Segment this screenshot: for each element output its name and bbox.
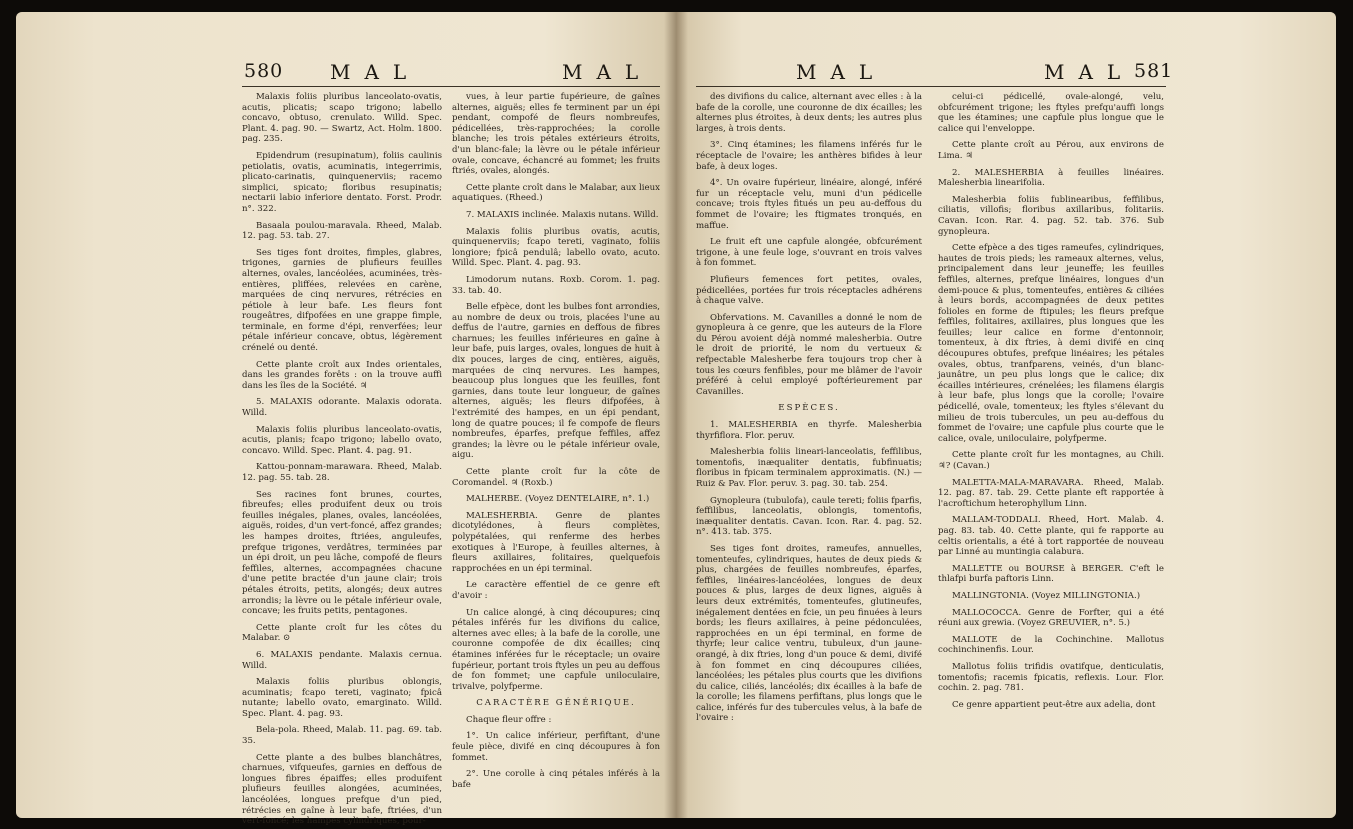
paragraph: Ses racines font brunes, courtes, fibreufes; elles produifent deux ou trois feuilles inégales, planes, ovales, lancéolées, aiguës, roides, d'un vert-foncé, affez grandes; les hampes droites, ftriées, anguleufes, prefque trigones, verdâtres, terminées par un épi droit, un peu lâche, compofé de fleurs feffiles, alternes, accompagnées chacune d'une petite bractée d'un jaune clair; trois pétales étroits, petits, alongés; deux autres arrondis; la lèvre ou le pétale inférieur ovale, concave; les fruits petits, pentagones. <box>242 489 442 617</box>
paragraph: Ses tiges font droites, fimples, glabres, trigones, garnies de plufieurs feuilles alternes, ovales, lancéolées, acuminées, très-entières, pliffées, relevées en carène, marquées de cinq nervures, rétrécies en pétiole à leur bafe. Les fleurs font rougeâtres, difpofées en une grappe fimple, terminale, en forme d'épi, renverfées; leur pétale inférieur concave, obtus, légèrement crénelé ou denté. <box>242 247 442 354</box>
paragraph: Epidendrum (resupinatum), foliis caulinis petiolatis, ovatis, acuminatis, integerrimis, plicato-carinatis, quinquenerviis; racemo simplici, spicato; floribus resupinatis; nectarii labio inferiore dentato. Forst. Prodr. n°. 322. <box>242 150 442 214</box>
paragraph: Malaxis foliis pluribus lanceolato-ovatis, acutis, plicatis; scapo trigono; labello concavo, obtuso, crenulato. Willd. Spec. Plant. 4. pag. 90. — Swartz, Act. Holm. 1800. pag. 235. <box>242 92 442 145</box>
paragraph: MALLOCOCCA. Genre de Forfter, qui a été réuni aux grewia. (Voyez GREUVIER, n°. 5.) <box>938 607 1164 629</box>
paragraph: Plufieurs femences fort petites, ovales, pédicellées, portées fur trois réceptacles adhérens à chaque valve. <box>696 274 922 307</box>
right-page-column-1 <box>696 92 922 812</box>
paragraph: MALLETTE ou BOURSE à BERGER. C'eft le thlafpi burfa paftoris Linn. <box>938 563 1164 585</box>
paragraph: MALLINGTONIA. (Voyez MILLINGTONIA.) <box>952 590 1141 601</box>
paragraph: Basaala poulou-maravala. Rheed, Malab. 12. pag. 53. tab. 27. <box>242 220 442 242</box>
paragraph: Malaxis foliis pluribus oblongis, acuminatis; fcapo tereti, vaginato; fpicâ nutante; labello ovato, emarginato. Willd. Spec. Plant. 4. pag. 93. <box>242 677 442 719</box>
paragraph: CARACTÈRE GÉNÉRIQUE. <box>476 698 636 709</box>
paragraph: MALESHERBIA. Genre de plantes dicotylédones, à fleurs complètes, polypétalées, qui renferme des herbes exotiques à l'Europe, à feuilles alternes, à fleurs axillaires, folitaires, quelquefois rapprochées en un épi terminal. <box>452 510 660 574</box>
paragraph: Gynopleura (tubulofa), caule tereti; foliis fparfis, feffilibus, lanceolatis, oblongis, tomentofis, inæqualiter dentatis. Cavan. Icon. Rar. 4. pag. 52. n°. 413. tab. 375. <box>696 495 922 538</box>
paragraph: Chaque fleur offre : <box>466 714 552 725</box>
paragraph: Le caractère effentiel de ce genre eft d'avoir : <box>452 580 660 601</box>
paragraph: Cette plante croît au Pérou, aux environs de Lima. ♃ <box>938 140 1164 161</box>
header-rule-right <box>696 86 1166 87</box>
paragraph: Limodorum nutans. Roxb. Corom. 1. pag. 33. tab. 40. <box>452 274 660 296</box>
paragraph: Cette plante a des bulbes blanchâtres, charnues, vifqueufes, garnies en deffous de longues fibres épaiffes; elles produifent plufieurs feuilles alongées, acuminées, lancéolées, longues prefque d'un pied, rétrécies en gaîne à leur bafe, ftriées, d'un vert-foncé; les hampes cylindriques, pour- <box>242 752 442 827</box>
paragraph: 4°. Un ovaire fupérieur, linéaire, alongé, inféré fur un réceptacle velu, muni d'un pédicelle concave; trois ftyles fitués un peu au-deffous du fommet de l'ovaire; les ftigmates tronqués, en maffue. <box>696 178 922 231</box>
paragraph: 7. MALAXIS inclinée. Malaxis nutans. Willd. <box>466 209 659 220</box>
running-header-left-1: MAL <box>330 60 421 84</box>
paragraph: MALLOTE de la Cochinchine. Mallotus cochinchinenfis. Lour. <box>938 634 1164 656</box>
paragraph: Cette plante croît fur les montagnes, au Chili. ♃? (Cavan.) <box>938 450 1164 471</box>
book-gutter <box>664 12 688 818</box>
paragraph: vues, à leur partie fupérieure, de gaînes alternes, aiguës; elles fe terminent par un épi pendant, compofé de fleurs nombreufes, pédicellées, très-rapprochées; la corolle blanche; les trois pétales extérieurs étroits, d'un blanc-fale; la lèvre ou le pétale inférieur ovale, concave, échancré au fommet; les fruits ftriés, ovales, alongés. <box>452 92 660 177</box>
paragraph: Malaxis foliis pluribus ovatis, acutis, quinquenerviis; fcapo tereti, vaginato, foliis longiore; fpicâ pendulâ; labello ovato, acuto. Willd. Spec. Plant. 4. pag. 93. <box>452 226 660 269</box>
paragraph: Le fruit eft une capfule alongée, obfcurément trigone, à une feule loge, s'ouvrant en trois valves à fon fommet. <box>696 237 922 269</box>
paragraph: 2°. Une corolle à cinq pétales inférés à la bafe <box>452 769 660 790</box>
right-page-column-2 <box>938 92 1164 812</box>
paragraph: Un calice alongé, à cinq découpures; cinq pétales inférés fur les divifions du calice, alternes avec elles; à la bafe de la corolle, une couronne compofée de dix écailles; cinq étamines inférées fur le réceptacle; un ovaire fupérieur, portant trois ftyles un peu au deffous de fon fommet; une capfule uniloculaire, trivalve, polyfperme. <box>452 607 660 692</box>
paragraph: 5. MALAXIS odorante. Malaxis odorata. Willd. <box>242 397 442 419</box>
paragraph: Bela-pola. Rheed, Malab. 11. pag. 69. tab. 35. <box>242 725 442 747</box>
left-page-column-2 <box>452 92 660 812</box>
paragraph: Mallotus foliis trifidis ovatifque, denticulatis, tomentofis; racemis fpicatis, reflexis. Lour. Flor. cochin. 2. pag. 781. <box>938 661 1164 694</box>
paragraph: 3°. Cinq étamines; les filamens inférés fur le réceptacle de l'ovaire; les anthères bifides à leur bafe, à deux loges. <box>696 140 922 172</box>
header-rule-left <box>242 86 660 87</box>
paragraph: 6. MALAXIS pendante. Malaxis cernua. Willd. <box>242 649 442 671</box>
paragraph: Obfervations. M. Cavanilles a donné le nom de gynopleura à ce genre, que les auteurs de la Flore du Pérou avoient déjà nommé malesherbia. Outre le droit de priorité, le nom du vertueux & refpectable Malesherbe fera toujours trop cher à tous les cœurs fenfibles, pour me blâmer de l'avoir préféré à celui employé poftérieurement par Cavanilles. <box>696 312 922 397</box>
right-page <box>676 12 1336 818</box>
paragraph: MALETTA-MALA-MARAVARA. Rheed, Malab. 12. pag. 87. tab. 29. Cette plante eft rapportée à l'acroftichum heterophyllum Linn. <box>938 477 1164 509</box>
paragraph: Kattou-ponnam-marawara. Rheed, Malab. 12. pag. 55. tab. 28. <box>242 462 442 483</box>
paragraph: 2. MALESHERBIA à feuilles linéaires. Malesherbia linearifolia. <box>938 167 1164 189</box>
page-number-right: 581 <box>1134 60 1174 82</box>
paragraph: Cette efpèce a des tiges rameufes, cylindriques, hautes de trois pieds; les rameaux alternes, velus, principalement dans leur jeuneffe; les feuilles feffiles, alternes, prefque linéaires, longues d'un demi-pouce & plus, tomenteufes, entières & ciliées à leurs bords, accompagnées de deux petites folioles en forme de ftipules; les fleurs prefque feffiles, folitaires, axillaires, plus longues que les feuilles; leur calice en forme d'entonnoir, tomenteux, à dix ftries, à demi divifé en cinq découpures obtufes, prefque linéaires; les pétales ovales, obtus, tranfparens, veinés, d'un blanc-jaunâtre, un peu plus longs que le calice; dix écailles intérieures, crénelées; les filamens élargis à leur bafe, plus longs que la corolle; l'ovaire pédicellé, ovale, tomenteux; les ftyles s'élevant du milieu de trois tubercules, un peu au-deffous du fommet de l'ovaire; une capfule plus courte que le calice, ovale, uniloculaire, polyfperme. <box>938 243 1164 444</box>
paragraph: Cette plante croît aux Indes orientales, dans les grandes forêts : on la trouve auffi dans les îles de la Société. ♃ <box>242 359 442 391</box>
paragraph: Malesherbia foliis fublinearibus, feffilibus, ciliatis, villofis; floribus axillaribus, folitariis. Cavan. Icon. Rar. 4. pag. 52. tab. 376. Sub gynopleura. <box>938 194 1164 237</box>
paragraph: MALHERBE. (Voyez DENTELAIRE, n°. 1.) <box>466 494 650 505</box>
running-header-left-2: MAL <box>562 60 653 84</box>
paragraph: ESPÈCES. <box>778 403 840 414</box>
book-spread <box>16 12 1336 827</box>
paragraph: des divifions du calice, alternant avec elles : à la bafe de la corolle, une couronne de dix écailles; les alternes plus étroites, à deux dents; les autres plus larges, à trois dents. <box>696 92 922 134</box>
paragraph: Ce genre appartient peut-être aux adelia, dont <box>952 699 1156 710</box>
paragraph: Cette plante croît fur les côtes du Malabar. ⊙ <box>242 622 442 644</box>
running-header-right-1: MAL <box>796 60 887 84</box>
paragraph: Belle efpèce, dont les bulbes font arrondies, au nombre de deux ou trois, placées l'une au deffus de l'autre, garnies en deffous de fibres charnues; les feuilles inférieures en gaîne à leur bafe, puis larges, ovales, longues de huit à dix pouces, larges de cinq, entières, aiguës, marquées de cinq nervures. Les hampes, beaucoup plus longues que les feuilles, font garnies, dans toute leur longueur, de gaînes alternes, aiguës; les fleurs difpofées, à l'extrémité des hampes, en un épi pendant, long de quatre pouces; il fe compofe de fleurs nombreufes, éparfes, prefque feffiles, affez grandes; la lèvre ou le pétale inférieur ovale, aigu. <box>452 302 660 461</box>
running-header-right-2: MAL <box>1044 60 1135 84</box>
paragraph: Malesherbia foliis lineari-lanceolatis, feffilibus, tomentofis, inæqualiter dentatis, fubfinuatis; floribus in fpicam terminalem approximatis. (N.) — Ruiz & Pav. Flor. peruv. 3. pag. 30. tab. 254. <box>696 447 922 489</box>
paragraph: Cette plante croît fur la côte de Coromandel. ♃ (Roxb.) <box>452 467 660 488</box>
paragraph: Malaxis foliis pluribus lanceolato-ovatis, acutis, planis; fcapo trigono; labello ovato, concavo. Willd. Spec. Plant. 4. pag. 91. <box>242 424 442 456</box>
paragraph: 1. MALESHERBIA en thyrfe. Malesherbia thyrfiflora. Flor. peruv. <box>696 420 922 441</box>
paragraph: Cette plante croît dans le Malabar, aux lieux aquatiques. (Rheed.) <box>452 182 660 204</box>
left-page-column-1 <box>242 92 442 827</box>
paragraph: MALLAM-TODDALI. Rheed, Hort. Malab. 4. pag. 83. tab. 40. Cette plante, qui fe rapporte au celtis orientalis, a été à tort rapportée de nouveau par Linné au muntingia calabura. <box>938 515 1164 558</box>
paragraph: celui-ci pédicellé, ovale-alongé, velu, obfcurément trigone; les ftyles prefqu'auffi longs que les étamines; une capfule plus longue que le calice qui l'enveloppe. <box>938 92 1164 134</box>
paragraph: 1°. Un calice inférieur, perfiftant, d'une feule pièce, divifé en cinq découpures à fon fommet. <box>452 731 660 763</box>
page-number-left: 580 <box>244 60 284 82</box>
paragraph: Ses tiges font droites, rameufes, annuelles, tomenteufes, cylindriques, hautes de deux pieds & plus, chargées de feuilles nombreufes, éparfes, feffiles, linéaires-lancéolées, longues de deux pouces & plus, larges de deux lignes, aiguës à leurs deux extrémités, tomenteufes, glutineufes, inégalement dentées en fcie, un peu finuées à leurs bords; les fleurs axillaires, à peine pédonculées, rapprochées en un épi terminal, en forme de thyrfe; leur calice ventru, tubuleux, d'un jaune-orangé, à dix ftries, long d'un pouce & demi, divifé à fon fommet en cinq découpures ciliées, lancéolées; les pétales plus courts que les divifions du calice, ciliés, lancéolés; dix écailles à la bafe de la corolle; les filamens perfiftans, plus longs que le calice, inférés fur des tubercules velus, à la bafe de l'ovaire : <box>696 543 922 724</box>
left-page <box>16 12 676 827</box>
